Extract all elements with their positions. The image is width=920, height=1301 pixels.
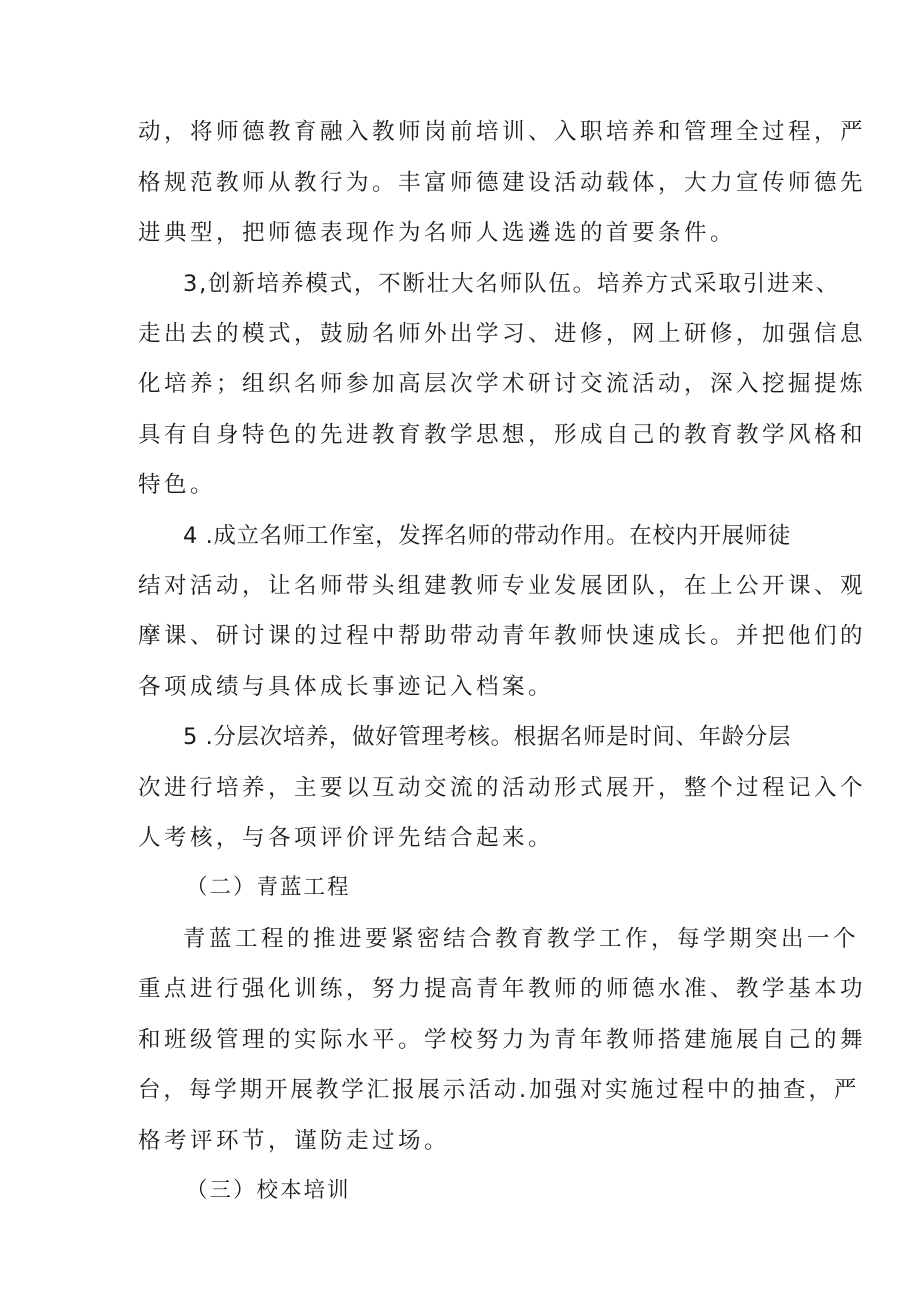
text-line: 结对活动，让名师带头组建教师专业发展团队，在上公开课、观 [138,573,867,599]
text-line: 特色。 [138,472,217,498]
text-line: 各项成绩与具体成长事迹记入档案。 [138,674,555,700]
text-line: 走出去的模式，鼓励名师外出学习、进修，网上研修，加强信息 [138,321,867,347]
text-line: 4 .成立名师工作室，发挥名师的带动作用。在校内开展师徒 [183,523,791,549]
text-line: 和班级管理的实际水平。学校努力为青年教师搭建施展自己的舞 [138,1027,867,1053]
text-line: 3,创新培养模式，不断壮大名师队伍。培养方式采取引进来、 [183,271,840,297]
text-line: 格考评环节，谨防走过场。 [138,1128,451,1154]
section-heading-qinglan: （二）青蓝工程 [186,875,351,900]
text-line: 动，将师德教育融入教师岗前培训、入职培养和管理全过程，严 [138,119,867,145]
text-line: 人考核，与各项评价评先结合起来。 [138,825,555,851]
text-line: 重点进行强化训练，努力提高青年教师的师德水准、教学基本功 [138,976,867,1002]
text-line: 青蓝工程的推进要紧密结合教育教学工作，每学期突出一个 [183,926,860,952]
text-line: 次进行培养，主要以互动交流的活动形式展开，整个过程记入个 [138,775,867,801]
text-line: 具有自身特色的先进教育教学思想，形成自己的教育教学风格和 [138,422,867,448]
text-line: 化培养；组织名师参加高层次学术研讨交流活动，深入挖掘提炼 [138,371,867,397]
section-heading-xiaoben: （三）校本培训 [186,1178,351,1203]
text-line: 摩课、研讨课的过程中帮助带动青年教师快速成长。并把他们的 [138,623,867,649]
text-line: 5 .分层次培养，做好管理考核。根据名师是时间、年龄分层 [183,724,791,750]
text-line: 进典型，把师德表现作为名师人选遴选的首要条件。 [138,220,737,246]
text-line: 格规范教师从教行为。丰富师德建设活动载体，大力宣传师德先 [138,170,867,196]
text-line: 台，每学期开展教学汇报展示活动.加强对实施过程中的抽查，严 [138,1077,860,1103]
